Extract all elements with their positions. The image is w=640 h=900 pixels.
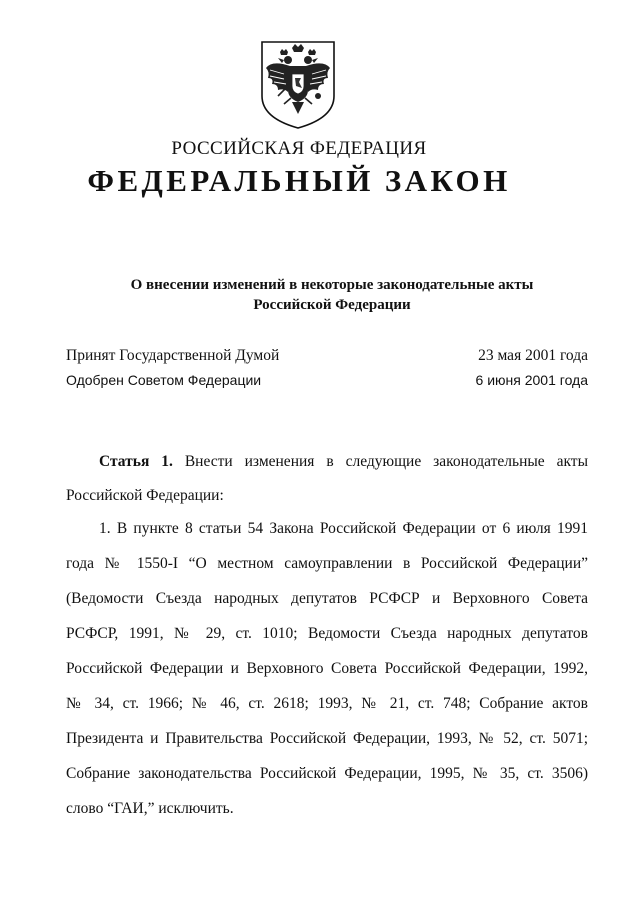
law-title-line-2: Российской Федерации [253, 297, 411, 313]
law-title-line-1: О внесении изменений в некоторые законодательные акты [130, 277, 534, 293]
article-1-heading: Статья 1. [99, 453, 173, 470]
article-1-line: Президента и Правительства Российской Федерации, 1993, № 52, ст. 5071; [66, 730, 588, 747]
article-1-line [99, 453, 588, 471]
article-1-line: Российской Федерации: [66, 487, 224, 504]
article-1-line: слово “ГАИ,” исключить. [66, 800, 234, 817]
country-name: РОССИЙСКАЯ ФЕДЕРАЦИЯ [171, 138, 427, 159]
council-approval-label: Одобрен Советом Федерации [66, 372, 262, 388]
duma-adoption-label: Принят Государственной Думой [66, 347, 280, 364]
duma-adoption-date: 23 мая 2001 года [478, 347, 588, 364]
article-1-line: РСФСР, 1991, № 29, ст. 1010; Ведомости Съезда народных депутатов [66, 625, 588, 642]
article-1-line: 1. В пункте 8 статьи 54 Закона Российской Федерации от 6 июля 1991 [99, 520, 588, 537]
article-1-line: (Ведомости Съезда народных депутатов РСФСР и Верховного Совета [66, 590, 588, 607]
russian-coat-of-arms-icon [258, 38, 338, 130]
document-type: ФЕДЕРАЛЬНЫЙ ЗАКОН [87, 163, 511, 198]
article-1-line: года № 1550-I “О местном самоуправлении в Российской Федерации” [66, 555, 588, 572]
article-1-line: Собрание законодательства Российской Федерации, 1995, № 35, ст. 3506) [66, 765, 588, 782]
council-approval-date: 6 июня 2001 года [475, 372, 588, 388]
article-1-line: № 34, ст. 1966; № 46, ст. 2618; 1993, № 21, ст. 748; Собрание актов [66, 695, 588, 712]
article-1-text: Внести изменения в следующие законодательные акты [184, 453, 588, 470]
article-1-line: Российской Федерации и Верховного Совета Российской Федерации, 1992, [66, 660, 588, 677]
